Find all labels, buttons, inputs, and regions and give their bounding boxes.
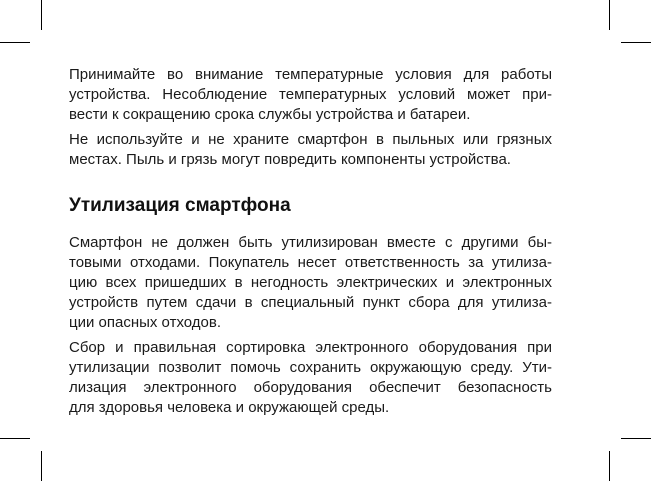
text-line: Смартфон не должен быть утилизирован вместе с другими бы- [69, 234, 552, 251]
crop-mark-top-left-vertical [41, 0, 42, 30]
temperature-paragraph [69, 65, 552, 125]
crop-mark-top-right-vertical [609, 0, 610, 30]
disposal-paragraph [69, 233, 552, 333]
text-line: цию всех пришедших в негодность электрических и электронных [69, 274, 552, 291]
text-line: лизация электронного оборудования обеспечит безопасность [69, 379, 552, 396]
text-line: ции опасных отходов. [69, 314, 222, 331]
page-content [69, 65, 552, 418]
text-line: Принимайте во внимание температурные условия для работы [69, 66, 552, 83]
crop-mark-bottom-left-vertical [41, 451, 42, 481]
dust-paragraph [69, 130, 552, 170]
sorting-paragraph [69, 338, 552, 418]
text-line: Сбор и правильная сортировка электронного оборудования при [69, 339, 552, 356]
section-heading: Утилизация смартфона [69, 195, 291, 216]
text-line: утилизации позволит помочь сохранить окружающую среду. Ути- [69, 359, 552, 376]
text-line: товыми отходами. Покупатель несет ответственность за утилиза- [69, 254, 552, 271]
crop-mark-bottom-right-horizontal [621, 438, 651, 439]
crop-mark-top-right-horizontal [621, 42, 651, 43]
text-line: устройства. Несоблюдение температурных условий может при- [69, 86, 552, 103]
text-line: местах. Пыль и грязь могут повредить компоненты устройства. [69, 151, 511, 168]
crop-mark-bottom-right-vertical [609, 451, 610, 481]
text-line: вести к сокращению срока службы устройства и батареи. [69, 106, 471, 123]
crop-mark-bottom-left-horizontal [0, 438, 30, 439]
crop-mark-top-left-horizontal [0, 42, 30, 43]
text-line: Не используйте и не храните смартфон в пыльных или грязных [69, 131, 552, 148]
text-line: для здоровья человека и окружающей среды. [69, 399, 390, 416]
text-line: устройств путем сдачи в специальный пункт сбора для утилиза- [69, 294, 552, 311]
